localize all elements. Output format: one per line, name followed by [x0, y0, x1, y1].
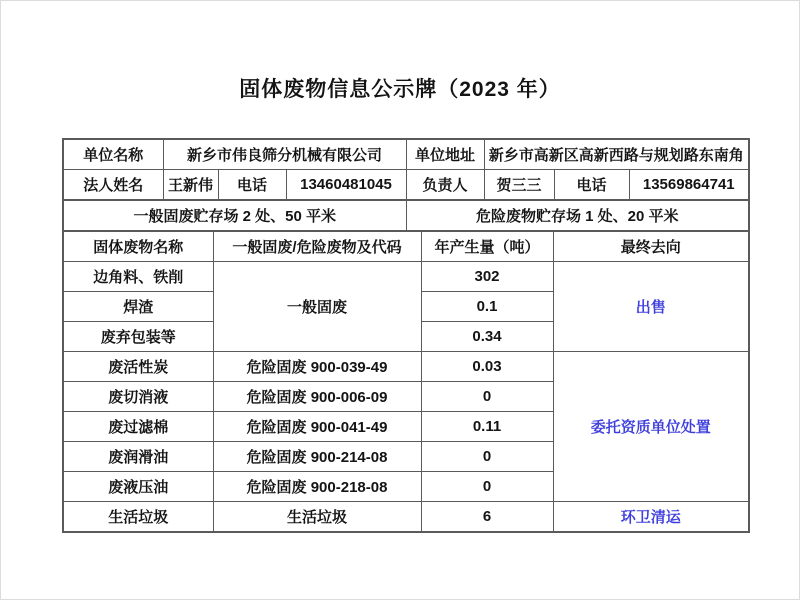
header-row	[63, 231, 749, 262]
legal-person-label: 法人姓名	[63, 170, 163, 201]
notice-table	[62, 138, 750, 533]
waste-type: 危险固废 900-218-08	[213, 472, 421, 502]
waste-amount: 0	[421, 382, 553, 412]
phone1-label: 电话	[218, 170, 286, 201]
table-row	[63, 200, 749, 231]
manager-label: 负责人	[406, 170, 484, 201]
waste-amount: 0.34	[421, 322, 553, 352]
waste-amount: 0.03	[421, 352, 553, 382]
general-storage: 一般固废贮存场 2 处、50 平米	[63, 200, 406, 231]
phone1-value: 13460481045	[286, 170, 406, 201]
waste-amount: 6	[421, 502, 553, 533]
waste-name: 边角料、铁削	[63, 262, 213, 292]
waste-type: 危险固废 900-041-49	[213, 412, 421, 442]
unit-address-label: 单位地址	[406, 139, 484, 170]
page-title: 固体废物信息公示牌（2023 年）	[239, 78, 561, 101]
table-row	[63, 170, 749, 201]
waste-type: 生活垃圾	[213, 502, 421, 533]
manager-value: 贺三三	[484, 170, 554, 201]
waste-destination: 出售	[553, 262, 749, 352]
unit-address-value: 新乡市高新区高新西路与规划路东南角	[484, 139, 749, 170]
unit-name-label: 单位名称	[63, 139, 163, 170]
table-row	[63, 352, 749, 382]
waste-amount: 0	[421, 442, 553, 472]
phone2-label: 电话	[554, 170, 629, 201]
unit-info-table	[62, 138, 750, 201]
waste-amount: 302	[421, 262, 553, 292]
col-header-destination: 最终去向	[553, 231, 749, 262]
waste-type: 危险固废 900-006-09	[213, 382, 421, 412]
waste-type: 一般固废	[213, 262, 421, 352]
waste-type: 危险固废 900-039-49	[213, 352, 421, 382]
waste-amount: 0	[421, 472, 553, 502]
waste-name: 废活性炭	[63, 352, 213, 382]
waste-name: 废液压油	[63, 472, 213, 502]
col-header-name: 固体废物名称	[63, 231, 213, 262]
waste-amount: 0.1	[421, 292, 553, 322]
waste-detail-table	[62, 230, 750, 533]
waste-name: 生活垃圾	[63, 502, 213, 533]
table-row	[63, 139, 749, 170]
waste-destination: 委托资质单位处置	[553, 352, 749, 502]
waste-name: 焊渣	[63, 292, 213, 322]
col-header-amount: 年产生量（吨）	[421, 231, 553, 262]
hazardous-storage: 危险废物贮存场 1 处、20 平米	[406, 200, 749, 231]
table-row	[63, 262, 749, 292]
waste-name: 废润滑油	[63, 442, 213, 472]
waste-name: 废切消液	[63, 382, 213, 412]
table-row	[63, 502, 749, 533]
legal-person-value: 王新伟	[163, 170, 218, 201]
waste-name: 废过滤棉	[63, 412, 213, 442]
unit-name-value: 新乡市伟良筛分机械有限公司	[163, 139, 406, 170]
phone2-value: 13569864741	[629, 170, 749, 201]
col-header-type-code: 一般固废/危险废物及代码	[213, 231, 421, 262]
waste-name: 废弃包装等	[63, 322, 213, 352]
waste-amount: 0.11	[421, 412, 553, 442]
storage-table	[62, 199, 750, 232]
waste-destination: 环卫清运	[553, 502, 749, 533]
waste-type: 危险固废 900-214-08	[213, 442, 421, 472]
